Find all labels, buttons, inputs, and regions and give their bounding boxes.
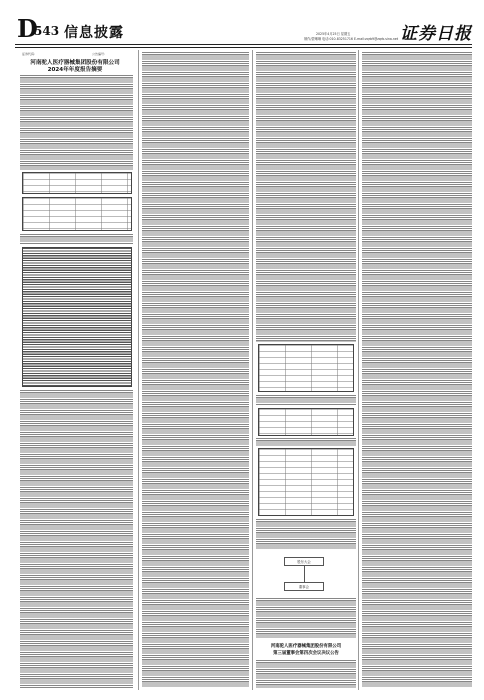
article-text-block [256, 52, 356, 342]
column-divider [358, 50, 359, 690]
article-text-block [256, 598, 356, 638]
footer-company-title: 河南驼人医疗器械集团股份有限公司 [270, 644, 342, 649]
data-table [258, 448, 354, 516]
masthead-thin-rule [15, 47, 472, 48]
footer-notice-title: 第三届董事会第四次会议决议公告 [273, 651, 339, 656]
newspaper-logo: 证券日报 [400, 24, 472, 44]
article-text-block [256, 438, 356, 446]
date-line: 2025年4月25日 星期五 [316, 32, 351, 36]
data-table [258, 408, 354, 436]
flowchart-box: 股东大会 [284, 557, 324, 566]
column-divider [252, 50, 253, 690]
flowchart-box: 董事会 [284, 582, 324, 591]
article-text-block [20, 234, 133, 244]
article-text-block [256, 660, 356, 688]
flowchart-arrow [304, 566, 305, 582]
announcement-report-title: 2024年年度报告摘要 [47, 67, 103, 73]
security-code-label: 证券代码: [22, 52, 36, 56]
announcement-number-label: 公告编号: [92, 52, 106, 56]
section-title: 信息披露 [64, 25, 124, 41]
page-number: 543 [34, 24, 60, 38]
article-text-block [256, 395, 356, 405]
data-table-dense [22, 247, 132, 387]
article-text-block [256, 519, 356, 549]
data-table [22, 172, 132, 194]
article-text-block [142, 52, 249, 688]
edition-letter: D [17, 14, 38, 43]
data-table [22, 197, 132, 231]
data-table [258, 344, 354, 392]
masthead-rule [15, 44, 472, 45]
column-divider [138, 50, 139, 690]
article-text-block [20, 390, 133, 688]
article-text-block [362, 52, 472, 688]
article-text-block [20, 75, 133, 170]
announcement-company-title: 河南驼人医疗器械集团股份有限公司 [30, 60, 120, 66]
editor-info-line: 制作/蒙琳琳 电话:010-83251716 E-mail:zqrb9@zqrb.sina.net [304, 37, 399, 41]
